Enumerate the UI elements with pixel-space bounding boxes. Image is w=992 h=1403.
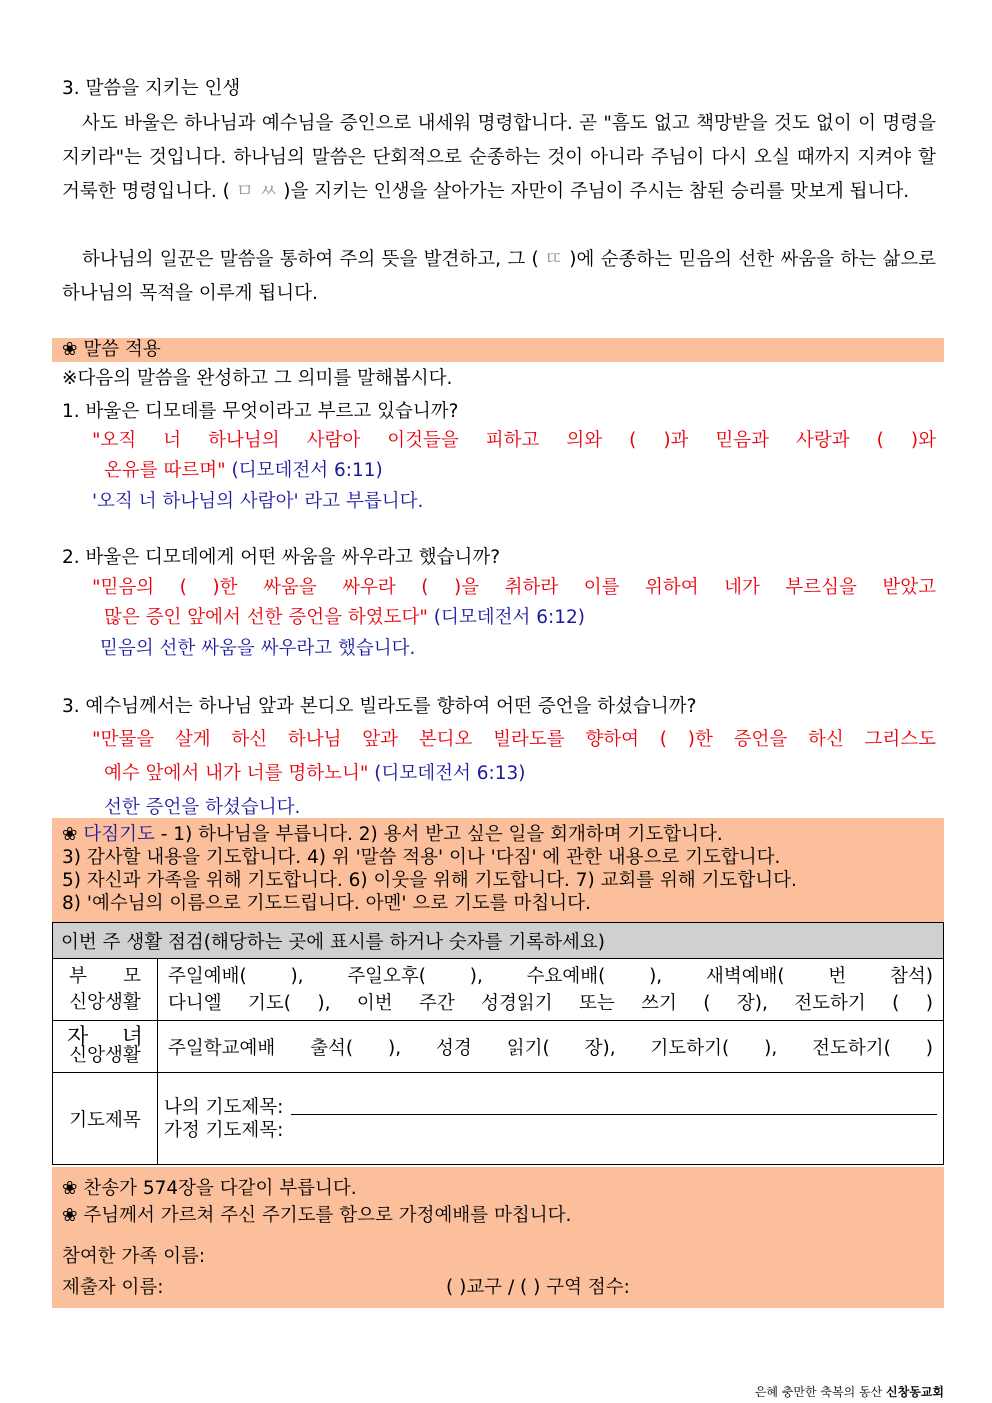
question-2: 2. 바울은 디모데에게 어떤 싸움을 싸우라고 했습니까?	[62, 547, 501, 568]
prayer-title: 다짐기도	[83, 824, 155, 845]
verse-2-ref: (디모데전서 6:12)	[427, 607, 585, 628]
prayer-topics[interactable]	[158, 1073, 944, 1165]
lords-prayer-line: ❀ 주님께서 가르쳐 주신 주기도를 함으로 가정예배를 마칩니다.	[62, 1205, 572, 1226]
verse-1-line-b: 온유를 따르며" (디모데전서 6:11)	[104, 460, 383, 481]
closing-band	[52, 1167, 944, 1308]
blank-hint-1: ㅁ ㅆ	[235, 181, 278, 202]
verse-3-line-b: 예수 앞에서 내가 너를 명하노니" (디모데전서 6:13)	[104, 763, 526, 784]
apply-header-band	[52, 338, 944, 362]
checklist-header: 이번 주 생활 점검(해당하는 곳에 표시를 하거나 숫자를 기록하세요)	[53, 923, 944, 959]
family-prayer-label: 가정 기도제목:	[164, 1119, 284, 1141]
prayer-line-3: 5) 자신과 가족을 위해 기도합니다. 6) 이웃을 위해 기도합니다. 7) 교회를 위해 기도합니다.	[62, 870, 797, 891]
footer: 은혜 충만한 축복의 동산 신창동교회	[754, 1385, 944, 1399]
apply-header: ❀ 말씀 적용	[62, 339, 161, 360]
family-names-label: 참여한 가족 이름:	[62, 1246, 206, 1267]
verse-2-line-a: "믿음의 ( )한 싸움을 싸우라 ( )을 취하라 이를 위하여 네가 부르심을 받았고	[92, 577, 936, 598]
district-score: ( )교구 / ( ) 구역 점수:	[446, 1277, 630, 1298]
blank-hint-2: ㄸ	[545, 249, 563, 270]
prayer-line-4: 8) '예수님의 이름으로 기도드립니다. 아멘' 으로 기도를 마칩니다.	[62, 893, 591, 914]
parents-items[interactable]: 주일예배( ), 주일오후( ), 수요예배( ), 새벽예배( 번 참석) 다니엘 기도( ), 이번 주간 성경읽기 또는 쓰기 ( 장), 전도하기 ( )	[158, 959, 944, 1021]
verse-2-line-b: 많은 증인 앞에서 선한 증언을 하였도다" (디모데전서 6:12)	[104, 607, 585, 628]
answer-1: '오직 너 하나님의 사람아' 라고 부릅니다.	[92, 491, 424, 512]
answer-2: 믿음의 선한 싸움을 싸우라고 했습니다.	[100, 638, 416, 659]
prayer-line-1: ❀ 다짐기도 - 1) 하나님을 부릅니다. 2) 용서 받고 싶은 일을 회개하며 기도합니다.	[62, 824, 723, 845]
section-heading: 3. 말씀을 지키는 인생	[62, 78, 241, 99]
apply-instruction: ※다음의 말씀을 완성하고 그 의미를 말해봅시다.	[62, 368, 453, 389]
weekly-checklist	[52, 922, 944, 1165]
parents-label: 부 모 신앙생활	[53, 959, 158, 1021]
prayer-band	[52, 818, 944, 922]
verse-3-ref: (디모데전서 6:13)	[368, 763, 526, 784]
submitter-label: 제출자 이름:	[62, 1277, 164, 1298]
answer-3: 선한 증언을 하셨습니다.	[104, 797, 301, 818]
my-prayer-label: 나의 기도제목:	[164, 1096, 284, 1118]
question-1: 1. 바울은 디모데를 무엇이라고 부르고 있습니까?	[62, 401, 459, 422]
verse-1-ref: (디모데전서 6:11)	[225, 460, 383, 481]
prayer-line-2: 3) 감사할 내용을 기도합니다. 4) 위 '말씀 적용' 이나 '다짐' 에 관한 내용으로 기도합니다.	[62, 847, 781, 868]
church-name: 신창동교회	[886, 1385, 944, 1399]
verse-3-line-a: "만물을 살게 하신 하나님 앞과 본디오 빌라도를 향하여 ( )한 증언을 하신 그리스도	[92, 729, 936, 750]
section-paragraph-1: 사도 바울은 하나님과 예수님을 증인으로 내세워 명령합니다. 곧 "흠도 없고 책망받을 것도 없이 이 명령을 지키라"는 것입니다. 하나님의 말씀은 단회적으로 순종하는 것이 아니라 주님이 다시 오실 때까지 지켜야 할 거룩한 명령입니다. ( ㅁ ㅆ )을 지키는 인생을 살아가는 자만이 주님이 주시는 참된 승리를 맛보게 됩니다.	[62, 113, 936, 202]
children-label: 자 녀 신앙생활	[53, 1021, 158, 1073]
question-3: 3. 예수님께서는 하나님 앞과 본디오 빌라도를 향하여 어떤 증언을 하셨습니까?	[62, 696, 697, 717]
children-items[interactable]: 주일학교예배 출석( ), 성경 읽기( 장), 기도하기( ), 전도하기( )	[158, 1021, 944, 1073]
prayer-topics-label: 기도제목	[53, 1073, 158, 1165]
verse-1-line-a: "오직 너 하나님의 사람아 이것들을 피하고 의와 ( )과 믿음과 사랑과 ( )와	[92, 430, 936, 451]
hymn-line: ❀ 찬송가 574장을 다같이 부릅니다.	[62, 1178, 357, 1199]
my-prayer-line[interactable]	[291, 1114, 937, 1115]
section-paragraph-2: 하나님의 일꾼은 말씀을 통하여 주의 뜻을 발견하고, 그 ( ㄸ )에 순종하는 믿음의 선한 싸움을 하는 삶으로 하나님의 목적을 이루게 됩니다.	[62, 249, 936, 304]
